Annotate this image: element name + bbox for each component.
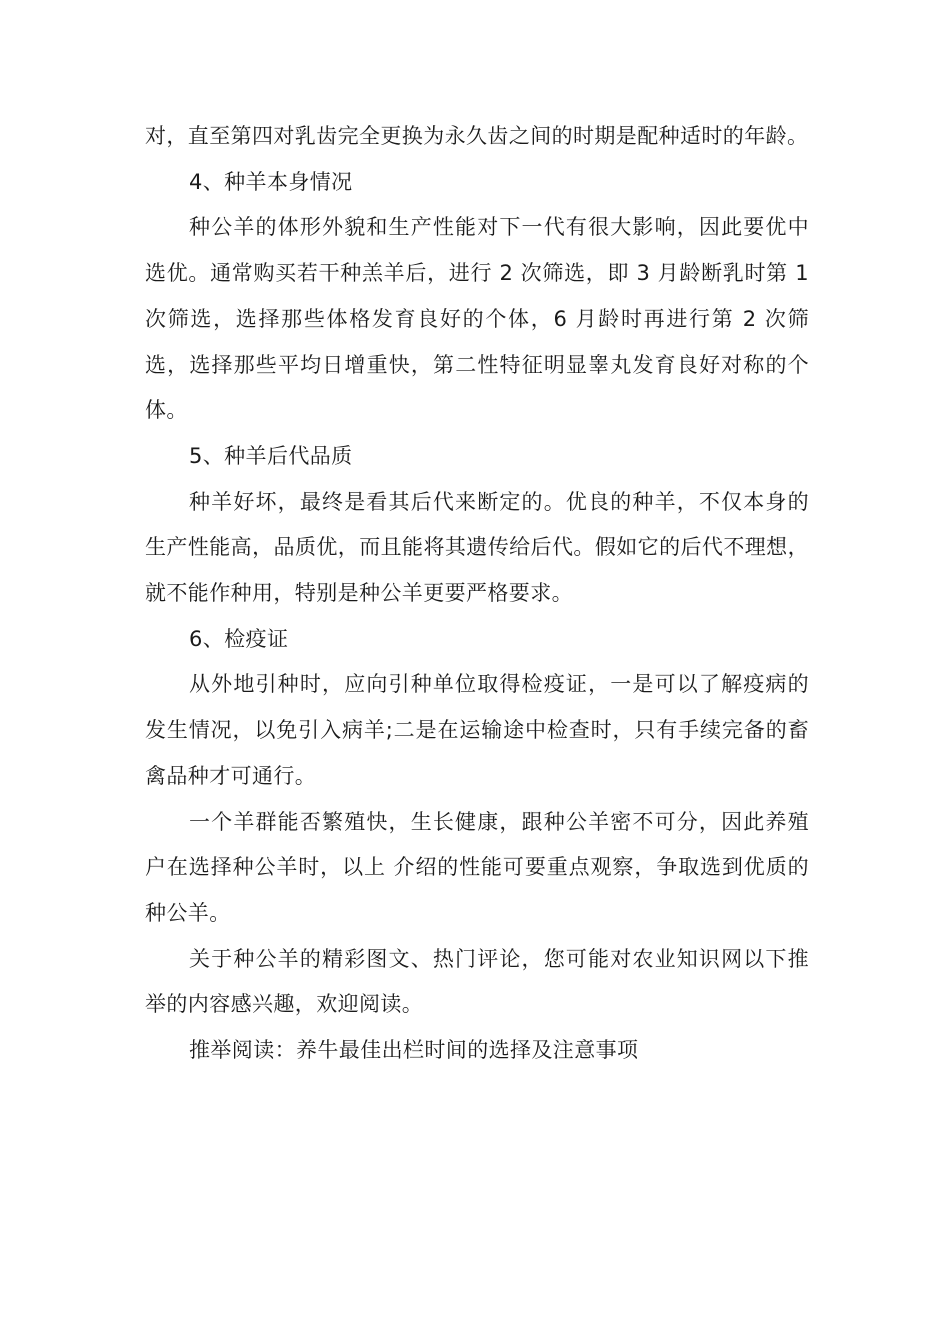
paragraph-conclusion: 一个羊群能否繁殖快，生长健康，跟种公羊密不可分，因此养殖户在选择种公羊时，以上 介绍的性能可要重点观察，争取选到优质的种公羊。 bbox=[145, 809, 809, 925]
paragraph-quarantine: 从外地引种时，应向引种单位取得检疫证，一是可以了解疫病的发生情况，以免引入病羊;二是在运输途中检查时，只有手续完备的畜禽品种才可通行。 bbox=[145, 672, 809, 788]
paragraph-continuation: 对，直至第四对乳齿完全更换为永久齿之间的时期是配种适时的年龄。 bbox=[145, 124, 809, 148]
paragraph-recommended-reading: 推举阅读：养牛最佳出栏时间的选择及注意事项 bbox=[189, 1038, 639, 1063]
document-body bbox=[145, 114, 809, 1074]
section-heading-5: 5、种羊后代品质 bbox=[189, 443, 353, 468]
section-heading-4: 4、种羊本身情况 bbox=[189, 169, 353, 194]
paragraph-offspring-quality: 种羊好坏，最终是看其后代来断定的。优良的种羊，不仅本身的生产性能高，品质优，而且能将其遗传给后代。假如它的后代不理想，就不能作种用，特别是种公羊更要严格要求。 bbox=[145, 489, 809, 606]
paragraph-ram-condition: 种公羊的体形外貌和生产性能对下一代有很大影响，因此要优中选优。通常购买若干种羔羊后，进行 2 次筛选，即 3 月龄断乳时第 1 次筛选，选择那些体格发育良好的个体，6 月龄时再进行第 2 次筛选，选择那些平均日增重快，第二性特征明显睾丸发育良好对称的个体。 bbox=[145, 215, 809, 423]
section-heading-6: 6、检疫证 bbox=[189, 626, 289, 651]
paragraph-related-content: 关于种公羊的精彩图文、热门评论，您可能对农业知识网以下推举的内容感兴趣，欢迎阅读。 bbox=[145, 946, 809, 1017]
